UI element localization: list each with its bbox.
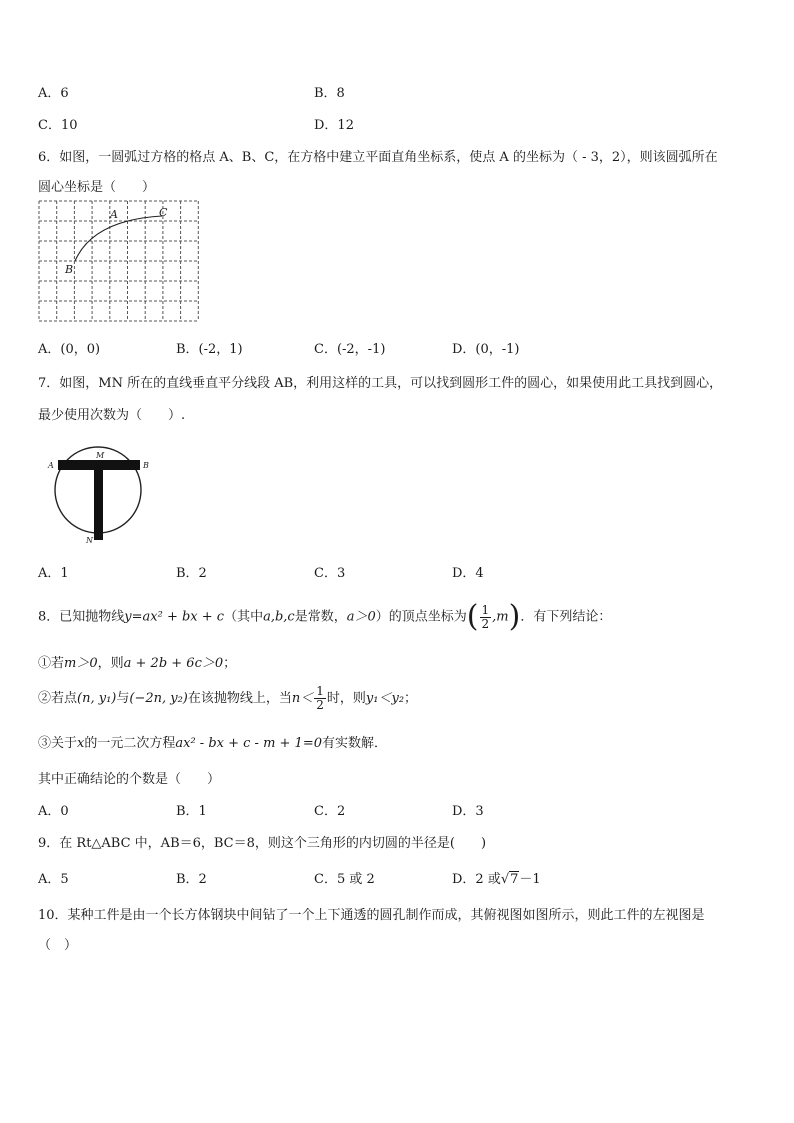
q8-option-a: A．0 [38,804,69,819]
q7-option-d: D．4 [452,566,484,581]
q7-label-m: M [96,451,105,460]
q7-t-bar-horizontal [58,460,140,470]
q7-label-b: B [143,461,149,470]
q8-option-d: D．3 [452,804,484,819]
q6-option-a: A．(0，0) [38,342,101,357]
q6-label-a: A [110,208,118,221]
q10-stem-line1: 10．某种工件是由一个长方体钢块中间钻了一个上下通透的圆孔制作而成，其俯视图如图所示，则此工件的左视图是 [38,908,705,923]
q8-option-b: B．1 [176,804,207,819]
q6-stem-line2: 圆心坐标是（ ） [38,180,156,195]
q8-eq-rhs: =ax² + bx + c [131,609,225,625]
q8-eq-y: y [124,609,132,625]
q8-vertex-fraction: $\frac{1}{2}$ [481,602,490,631]
q6-option-b: B．(-2，1) [176,342,243,357]
q7-option-b: B．2 [176,566,207,581]
q5-option-b: B．8 [314,86,345,101]
q6-grid-figure [38,200,200,324]
q9-option-c: C．5 或 2 [314,872,375,887]
q6-option-c: C．(-2，-1) [314,342,386,357]
q9-option-b: B．2 [176,872,207,887]
q6-option-d: D．(0，-1) [452,342,520,357]
q6-arc [75,216,162,261]
q5-option-a: A．6 [38,86,69,101]
q10-stem-line2: （ ） [38,938,78,953]
q7-option-a: A．1 [38,566,69,581]
q5-option-c: C．10 [38,118,78,133]
q6-label-c: C [159,206,168,219]
q8-conclusion-2: ②若点(n, y₁)与(−2n, y₂)在该抛物线上，当n＜ $\frac{1}{2}$ 时，则y₁＜y₂； [38,684,418,712]
q5-option-d: D．12 [314,118,354,133]
q8-conclusion-3: ③关于x的一元二次方程ax² - bx + c - m + 1=0有实数解． [38,736,388,751]
q7-stem-line1: 7．如图，MN 所在的直线垂直平分线段 AB，利用这样的工具，可以找到圆形工件的圆心，如果使用此工具找到圆心， [38,376,723,391]
q9-stem: 9．在 Rt△ABC 中，AB＝6，BC＝8，则这个三角形的内切圆的半径是( ) [38,836,487,851]
q7-option-c: C．3 [314,566,346,581]
q6-label-b: B [65,263,74,276]
q8-conclusion-1: ①若m＞0，则a + 2b + 6c＞0； [38,656,237,671]
q7-stem-line2: 最少使用次数为（ ）. [38,408,186,423]
q8-stem: 8．已知抛物线y=ax² + bx + c（其中a,b,c是常数，a＞0）的顶点坐标为( $\frac{1}{2}$ ,m)．有下列结论： [38,599,612,634]
q8-ask: 其中正确结论的个数是（ ） [38,772,221,787]
q7-t-bar-vertical [94,470,103,540]
q6-grid-lines [39,201,198,321]
sqrt-icon: √ [500,872,510,887]
q8-option-c: C．2 [314,804,346,819]
q9-option-d: D．2 或√7－1 [452,872,541,887]
q6-stem-line1: 6．如图，一圆弧过方格的格点 A、B、C，在方格中建立平面直角坐标系，使点 A 的坐标为（ - 3，2），则该圆弧所在 [38,150,718,165]
q7-t-square-figure [46,446,166,546]
q8-half-fraction: $\frac{1}{2}$ [316,684,324,712]
q9-option-a: A．5 [38,872,69,887]
q7-label-a: A [48,461,54,470]
q7-label-n: N [86,536,93,545]
